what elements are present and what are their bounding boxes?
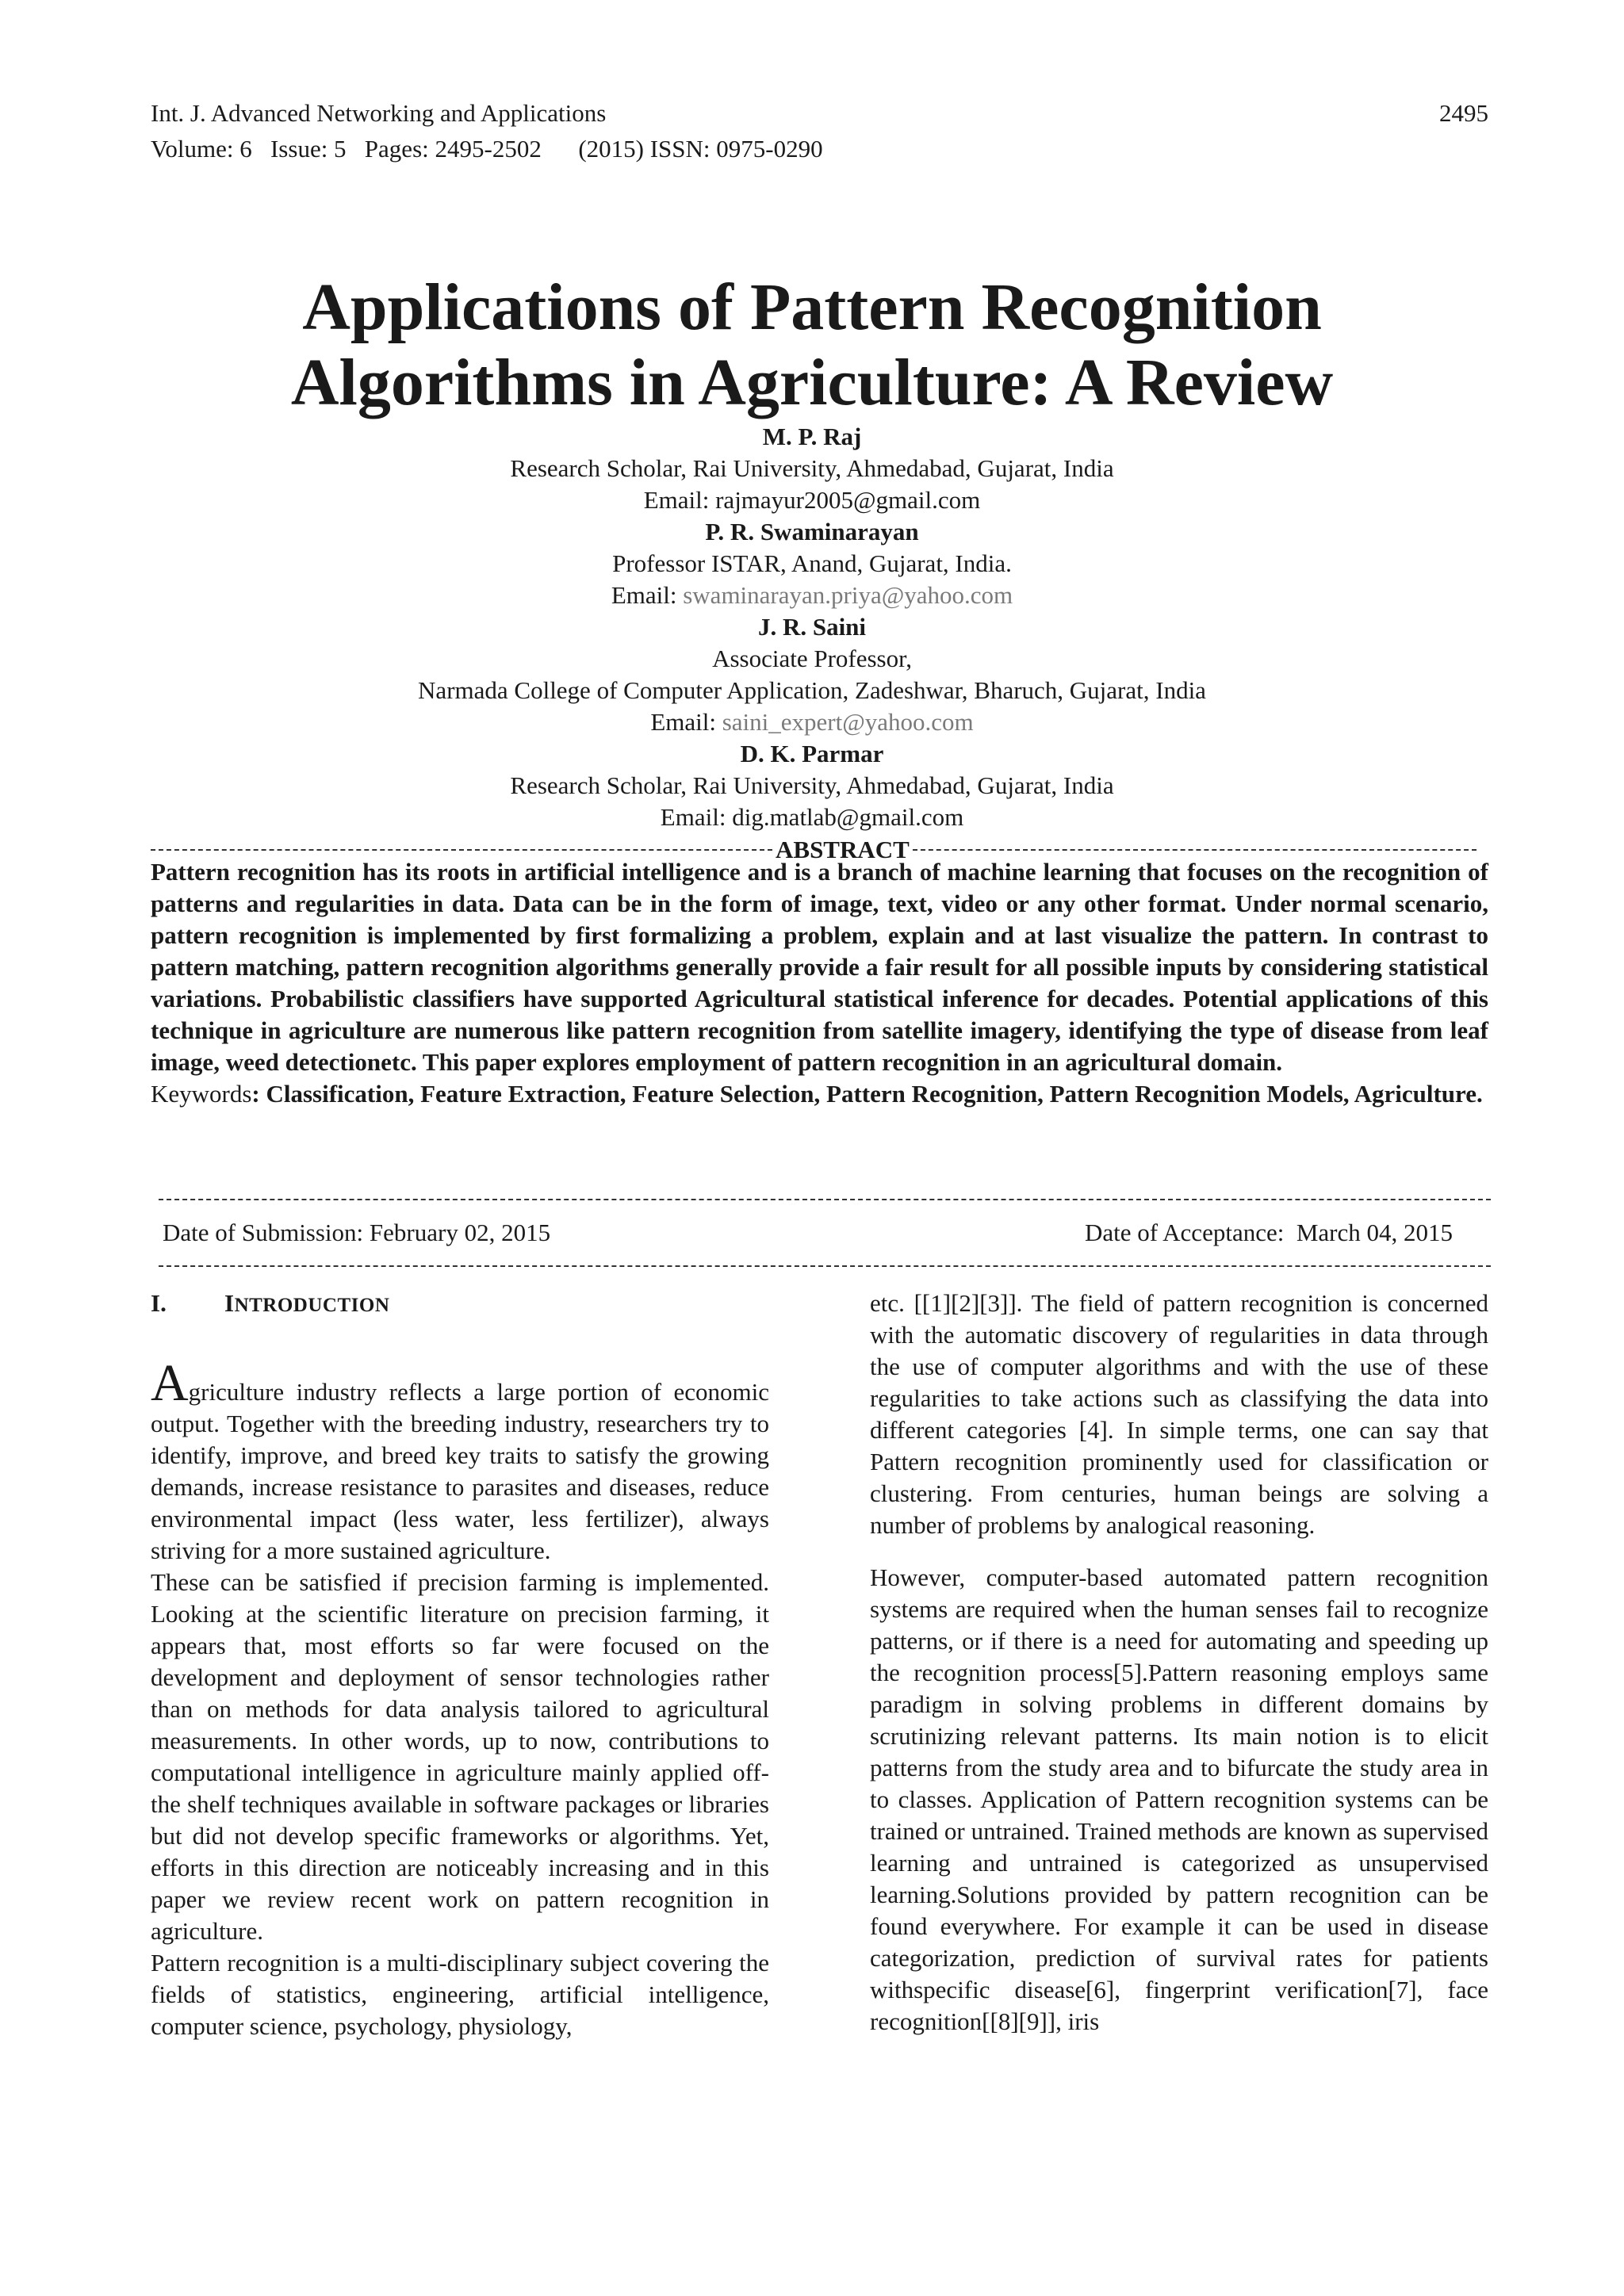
email-label: Email:	[643, 486, 716, 514]
keywords-label: Keywords	[151, 1080, 252, 1108]
paragraph: Pattern recognition is a multi-disciplinary subject covering the fields of statistics, engineering, artificial intelligence, computer science, psychology, physiology,	[151, 1949, 769, 2040]
author-affiliation: Associate Professor,	[712, 645, 912, 672]
paragraph: These can be satisfied if precision farming is implemented. Looking at the scientific literature on precision farming, it appears that, most efforts so far were focused on the development and deployment of sensor technologies rather than on methods for data analysis tailored to agricultural measurements. In other words, up to now, contributions to computational intelligence in agriculture mainly applied off-the shelf techniques available in software packages or libraries but did not develop specific frameworks or algorithms. Yet, efforts in this direction are noticeably increasing and in this paper we review recent work on pattern recognition in agriculture.	[151, 1568, 769, 1945]
volume-issue-line: Volume: 6 Issue: 5 Pages: 2495-2502 (2015) ISSN: 0975-0290	[151, 135, 823, 163]
author-email-link[interactable]: swaminarayan.priya@yahoo.com	[683, 581, 1013, 609]
drop-cap: A	[151, 1354, 189, 1412]
abstract-heading: ABSTRACT	[776, 836, 910, 863]
author-affiliation: Research Scholar, Rai University, Ahmedabad, Gujarat, India	[510, 771, 1114, 799]
keywords	[151, 1078, 1488, 1110]
dashed-rule	[159, 1265, 1491, 1267]
email-label: Email:	[660, 803, 733, 831]
author-affiliation: Professor ISTAR, Anand, Gujarat, India.	[612, 549, 1012, 577]
paragraph: However, computer-based automated pattern recognition systems are required when the human senses fail to recognize patterns, or if there is a need for automating and speeding up the recognition process[5].Pattern reasoning employs same paradigm in solving problems in different domains by scrutinizing relevant patterns. Its main notion is to elicit patterns from the study area and to bifurcate the study area in to classes. Application of Pattern recognition systems can be trained or untrained. Trained methods are known as supervised learning and untrained is categorized as unsupervised learning.Solutions provided by pattern recognition can be found everywhere. For example it can be used in disease categorization, prediction of survival rates for patients withspecific disease[6], fingerprint verification[7], face recognition[[8][9]], iris	[870, 1563, 1488, 2035]
left-column	[151, 1354, 769, 2042]
paper-title	[0, 270, 1624, 420]
dashed-rule	[913, 849, 1477, 851]
title-line-2: Algorithms in Agriculture: A Review	[290, 346, 1334, 419]
author-email-line	[0, 580, 1624, 611]
author-email-line	[0, 802, 1624, 833]
section-heading	[151, 1288, 389, 1322]
keywords-list: : Classification, Feature Extraction, Feature Selection, Pattern Recognition, Pattern Recognition Models, Agriculture.	[251, 1080, 1483, 1108]
author-email-line	[0, 484, 1624, 516]
journal-name: Int. J. Advanced Networking and Applications	[151, 99, 607, 127]
paragraph: etc. [[1][2][3]]. The field of pattern recognition is concerned with the automatic discovery of regularities in data through the use of computer algorithms and with the use of these regularities to take actions such as classifying the data into different categories [4]. In simple terms, one can say that Pattern recognition prominently used for classification or clustering. From centuries, human beings are solving a number of problems by analogical reasoning.	[870, 1289, 1488, 1539]
author-email: dig.matlab@gmail.com	[732, 803, 964, 831]
author-affiliation: Research Scholar, Rai University, Ahmedabad, Gujarat, India	[510, 454, 1114, 482]
paragraph-text: griculture industry reflects a large portion of economic output. Together with the breeding industry, researchers try to identify, improve, and breed key traits to satisfy the growing demands, increase resistance to parasites and diseases, reduce environmental impact (less water, less fertilizer), always striving for a more sustained agriculture.	[151, 1378, 769, 1564]
author-email: rajmayur2005@gmail.com	[715, 486, 981, 514]
author-name: D. K. Parmar	[740, 740, 884, 767]
author-name: P. R. Swaminarayan	[705, 518, 919, 545]
right-column	[870, 1288, 1488, 2038]
author-list	[0, 421, 1624, 833]
author-email-link[interactable]: saini_expert@yahoo.com	[722, 708, 974, 736]
author-name: J. R. Saini	[757, 613, 867, 641]
dashed-rule	[151, 849, 772, 851]
section-number: I.	[151, 1289, 167, 1317]
paragraph	[151, 1354, 769, 1567]
abstract-block	[151, 856, 1488, 1110]
title-line-1: Applications of Pattern Recognition	[302, 270, 1322, 344]
email-label: Email:	[611, 581, 684, 609]
author-name: M. P. Raj	[762, 423, 862, 450]
submission-date: Date of Submission: February 02, 2015	[163, 1219, 551, 1246]
author-email-line	[0, 706, 1624, 738]
section-title: INTRODUCTION	[224, 1289, 390, 1317]
dashed-rule	[159, 1199, 1491, 1200]
acceptance-date: Date of Acceptance: March 04, 2015	[1085, 1219, 1453, 1246]
author-affiliation: Narmada College of Computer Application, Zadeshwar, Bharuch, Gujarat, India	[418, 676, 1206, 704]
page-number: 2495	[1439, 99, 1488, 127]
email-label: Email:	[650, 708, 722, 736]
abstract-text: Pattern recognition has its roots in artificial intelligence and is a branch of machine learning that focuses on the recognition of patterns and regularities in data. Data can be in the form of image, text, video or any other format. Under normal scenario, pattern recognition is implemented by first formalizing a problem, explain and at last visualize the pattern. In contrast to pattern matching, pattern recognition algorithms generally provide a fair result for all possible inputs by considering statistical variations. Probabilistic classifiers have supported Agricultural statistical inference for decades. Potential applications of this technique in agriculture are numerous like pattern recognition from satellite imagery, identifying the type of disease from leaf image, weed detectionetc. This paper explores employment of pattern recognition in an agricultural domain.	[151, 858, 1488, 1076]
